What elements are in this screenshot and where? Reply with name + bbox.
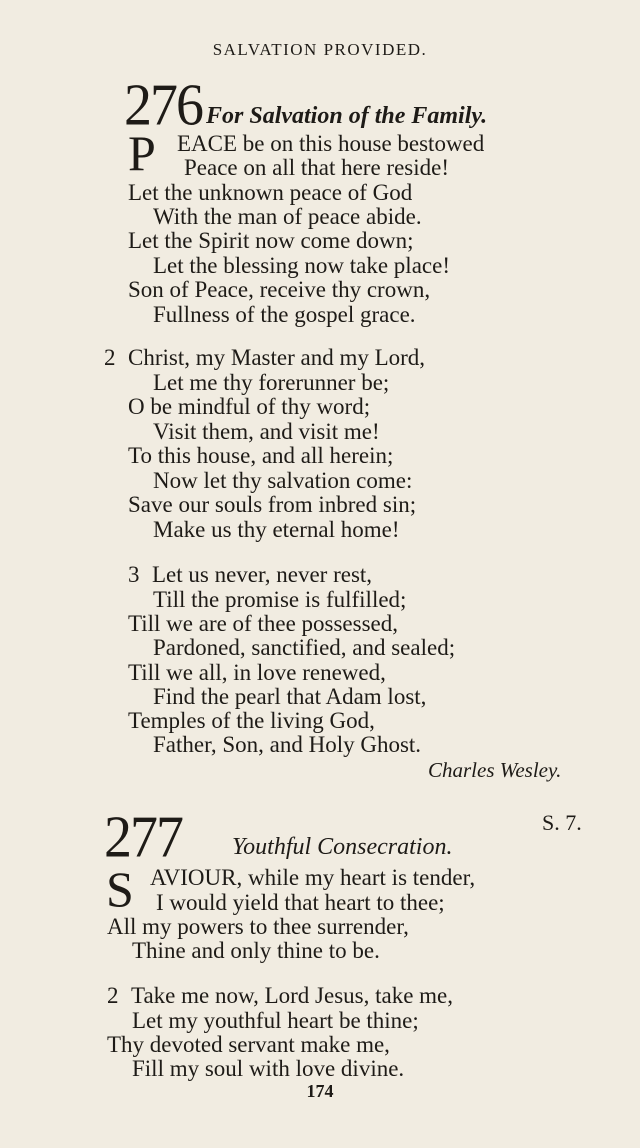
hymn-line: Thine and only thine to be. [132,938,380,963]
hymn-line: Save our souls from inbred sin; [128,492,417,517]
hymn-line: Peace on all that here reside! [184,155,450,180]
hymn-line: Till we all, in love renewed, [128,660,386,685]
author-attribution: Charles Wesley. [428,758,562,782]
hymn-title: Youthful Consecration. [232,834,453,860]
hymn-line: O be mindful of thy word; [128,394,371,419]
stanza-number: 2 [107,983,119,1008]
hymn-line: Visit them, and visit me! [153,419,380,444]
hymn-title: For Salvation of the Family. [206,103,488,129]
hymn-line: Son of Peace, receive thy crown, [128,277,431,302]
hymn-number: 276 [124,72,202,138]
hymn-line: AVIOUR, while my heart is tender, [150,865,476,890]
meter: S. 7. [542,810,582,835]
running-head: SALVATION PROVIDED. [212,40,428,59]
page-number: 174 [306,1081,334,1101]
hymn-line: Let the blessing now take place! [153,253,450,278]
hymn-line: Fullness of the gospel grace. [153,302,416,327]
hymn-line: Temples of the living God, [128,708,375,733]
hymn-line: Fill my soul with love divine. [132,1056,405,1081]
hymn-line: Make us thy eternal home! [153,517,400,542]
hymn-number: 277 [104,804,182,870]
hymn-line: Let us never, never rest, [152,562,373,587]
hymn-line: Let the Spirit now come down; [128,228,414,253]
hymn-line: Till we are of thee possessed, [128,611,398,636]
hymn-line: Thy devoted servant make me, [107,1032,390,1057]
hymn-line: Let the unknown peace of God [128,180,413,205]
hymn-line: EACE be on this house bestowed [177,131,485,156]
drop-cap: S [106,861,134,917]
hymn-line: Take me now, Lord Jesus, take me, [131,983,453,1008]
hymn-line: I would yield that heart to thee; [156,890,445,915]
hymn-line: All my powers to thee surrender, [107,914,409,939]
hymn-line: Till the promise is fulfilled; [153,587,407,612]
hymn-line: Let my youthful heart be thine; [132,1008,419,1033]
drop-cap: P [128,125,156,181]
hymn-line: Christ, my Master and my Lord, [128,345,426,370]
hymn-line: To this house, and all herein; [128,443,394,468]
hymn-line: Father, Son, and Holy Ghost. [153,732,422,757]
stanza-number: 3 [128,562,140,587]
hymn-line: Let me thy forerunner be; [153,370,390,395]
hymn-line: Now let thy salvation come: [153,468,413,493]
hymn-line: Find the pearl that Adam lost, [153,684,427,709]
hymn-line: Pardoned, sanctified, and sealed; [153,635,456,660]
hymn-line: With the man of peace abide. [153,204,422,229]
stanza-number: 2 [104,345,116,370]
